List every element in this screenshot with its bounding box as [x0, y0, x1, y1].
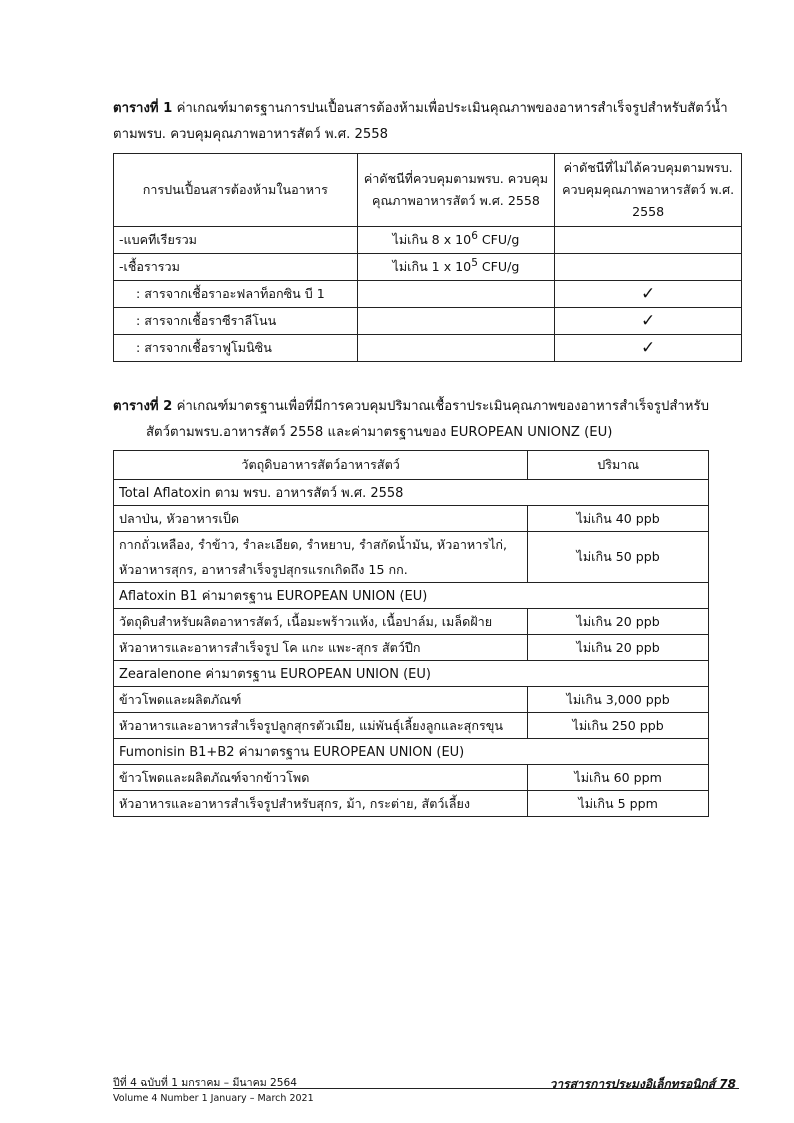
table-row — [114, 506, 709, 532]
table1-header-controlled: ค่าดัชนีที่ควบคุมตามพรบ. ควบคุมคุณภาพอาหารสัตว์ พ.ศ. 2558 — [357, 154, 555, 227]
checkmark-icon: ✓ — [641, 310, 656, 331]
table-row — [114, 281, 742, 308]
table1 — [113, 153, 742, 362]
table-row — [114, 227, 742, 254]
section-row — [114, 739, 709, 765]
value-exponent: 6 — [471, 229, 478, 242]
table1-item: : สารจากเชื้อราซีราลีโนน — [114, 308, 358, 335]
footer-issue-th: ปีที่ 4 ฉบับที่ 1 มกราคม – มีนาคม 2564 — [113, 1077, 298, 1089]
table1-header-uncontrolled: ค่าดัชนีที่ไม่ได้ควบคุมตามพรบ. ควบคุมคุณภาพอาหารสัตว์ พ.ศ. 2558 — [555, 154, 742, 227]
value-exponent: 5 — [471, 256, 478, 269]
table1-item: -แบคทีเรียรวม — [114, 227, 358, 254]
table2-amount: ไม่เกิน 20 ppb — [528, 635, 709, 661]
section-row — [114, 583, 709, 609]
value-unit: CFU/g — [477, 232, 520, 248]
table1-header-row — [114, 154, 742, 227]
table1-controlled-value — [357, 308, 555, 335]
section-title: Zearalenone ค่ามาตรฐาน EUROPEAN UNION (EU) — [114, 661, 709, 687]
table2 — [113, 450, 709, 817]
table-row — [114, 254, 742, 281]
section-row — [114, 661, 709, 687]
table2-header-row — [114, 451, 709, 480]
table1-controlled-value — [357, 281, 555, 308]
item-line-1: กากถั่วเหลือง, รำข้าว, รำละเอียด, รำหยาบ, รำสกัดน้ำมัน, หัวอาหารไก่, — [119, 537, 508, 552]
section-title: Fumonisin B1+B2 ค่ามาตรฐาน EUROPEAN UNION (EU) — [114, 739, 709, 765]
table2-amount: ไม่เกิน 50 ppb — [528, 532, 709, 583]
table2-header-item: วัตถุดิบอาหารสัตว์อาหารสัตว์ — [114, 451, 528, 480]
table1-caption-line2: ตามพรบ. ควบคุมคุณภาพอาหารสัตว์ พ.ศ. 2558 — [113, 127, 389, 142]
table2-item: ข้าวโพดและผลิตภัณฑ์ — [114, 687, 528, 713]
table-row — [114, 713, 709, 739]
table1-item: -เชื้อรารวม — [114, 254, 358, 281]
table1-uncontrolled-value — [555, 227, 742, 254]
table2-item: ข้าวโพดและผลิตภัณฑ์จากข้าวโพด — [114, 765, 528, 791]
table2-amount: ไม่เกิน 250 ppb — [528, 713, 709, 739]
table2-amount: ไม่เกิน 60 ppm — [528, 765, 709, 791]
table1-caption — [113, 96, 743, 148]
table2-item: วัตถุดิบสำหรับผลิตอาหารสัตว์, เนื้อมะพร้าวแห้ง, เนื้อปาล์ม, เมล็ดฝ้าย — [114, 609, 528, 635]
table2-item: ปลาป่น, หัวอาหารเป็ด — [114, 506, 528, 532]
table1-caption-text: ค่าเกณฑ์มาตรฐานการปนเปื้อนสารต้องห้ามเพื่อประเมินคุณภาพของอาหารสำเร็จรูปสำหรับสัตว์น้ำ — [176, 101, 728, 116]
footer-issue-en: Volume 4 Number 1 January – March 2021 — [113, 1093, 314, 1104]
table-row — [114, 609, 709, 635]
table1-caption-label: ตารางที่ 1 — [113, 101, 173, 116]
table1-item: : สารจากเชื้อราฟูโมนิซิน — [114, 335, 358, 362]
section-title: Total Aflatoxin ตาม พรบ. อาหารสัตว์ พ.ศ. 2558 — [114, 480, 709, 506]
table2-amount: ไม่เกิน 5 ppm — [528, 791, 709, 817]
table1-uncontrolled-value — [555, 254, 742, 281]
table-row — [114, 635, 709, 661]
table1-uncontrolled-value — [555, 281, 742, 308]
item-line-2: หัวอาหารสุกร, อาหารสำเร็จรูปสุกรแรกเกิดถึง 15 กก. — [119, 562, 408, 577]
table1-uncontrolled-value — [555, 308, 742, 335]
table1-uncontrolled-value — [555, 335, 742, 362]
value-unit: CFU/g — [477, 259, 520, 275]
table1-controlled-value — [357, 335, 555, 362]
table1-item: : สารจากเชื้อราอะฟลาท็อกซิน บี 1 — [114, 281, 358, 308]
table2-item: หัวอาหารและอาหารสำเร็จรูป โค แกะ แพะ-สุกร สัตว์ปีก — [114, 635, 528, 661]
table2-caption — [113, 394, 743, 446]
table2-item — [114, 532, 528, 583]
table1-controlled-value — [357, 227, 555, 254]
table2-amount: ไม่เกิน 40 ppb — [528, 506, 709, 532]
table-row — [114, 532, 709, 583]
table1-header-item: การปนเปื้อนสารต้องห้ามในอาหาร — [114, 154, 358, 227]
table-row — [114, 687, 709, 713]
journal-name: วารสารการประมงอิเล็กทรอนิกส์ — [549, 1077, 716, 1091]
table2-amount: ไม่เกิน 20 ppb — [528, 609, 709, 635]
checkmark-icon: ✓ — [641, 283, 656, 304]
section-row — [114, 480, 709, 506]
value-prefix: ไม่เกิน 1 x 10 — [392, 259, 472, 275]
value-prefix: ไม่เกิน 8 x 10 — [392, 232, 472, 248]
checkmark-icon: ✓ — [641, 337, 656, 358]
table2-caption-label: ตารางที่ 2 — [113, 399, 173, 414]
footer-journal — [550, 1075, 736, 1094]
table2-caption-line2: สัตว์ตามพรบ.อาหารสัตว์ 2558 และค่ามาตรฐานของ EUROPEAN UNIONZ (EU) — [146, 425, 613, 440]
table1-controlled-value — [357, 254, 555, 281]
table-row — [114, 335, 742, 362]
section-title: Aflatoxin B1 ค่ามาตรฐาน EUROPEAN UNION (EU) — [114, 583, 709, 609]
page-number: 78 — [719, 1077, 736, 1091]
table2-item: หัวอาหารและอาหารสำเร็จรูปลูกสุกรตัวเมีย, แม่พันธุ์เลี้ยงลูกและสุกรขุน — [114, 713, 528, 739]
table-row — [114, 308, 742, 335]
table-row — [114, 791, 709, 817]
table-row — [114, 765, 709, 791]
table2-item: หัวอาหารและอาหารสำเร็จรูปสำหรับสุกร, ม้า, กระต่าย, สัตว์เลี้ยง — [114, 791, 528, 817]
table2-amount: ไม่เกิน 3,000 ppb — [528, 687, 709, 713]
table2-caption-text: ค่าเกณฑ์มาตรฐานเพื่อที่มีการควบคุมปริมาณเชื้อราประเมินคุณภาพของอาหารสำเร็จรูปสำหรับ — [176, 399, 709, 414]
table2-header-amount: ปริมาณ — [528, 451, 709, 480]
